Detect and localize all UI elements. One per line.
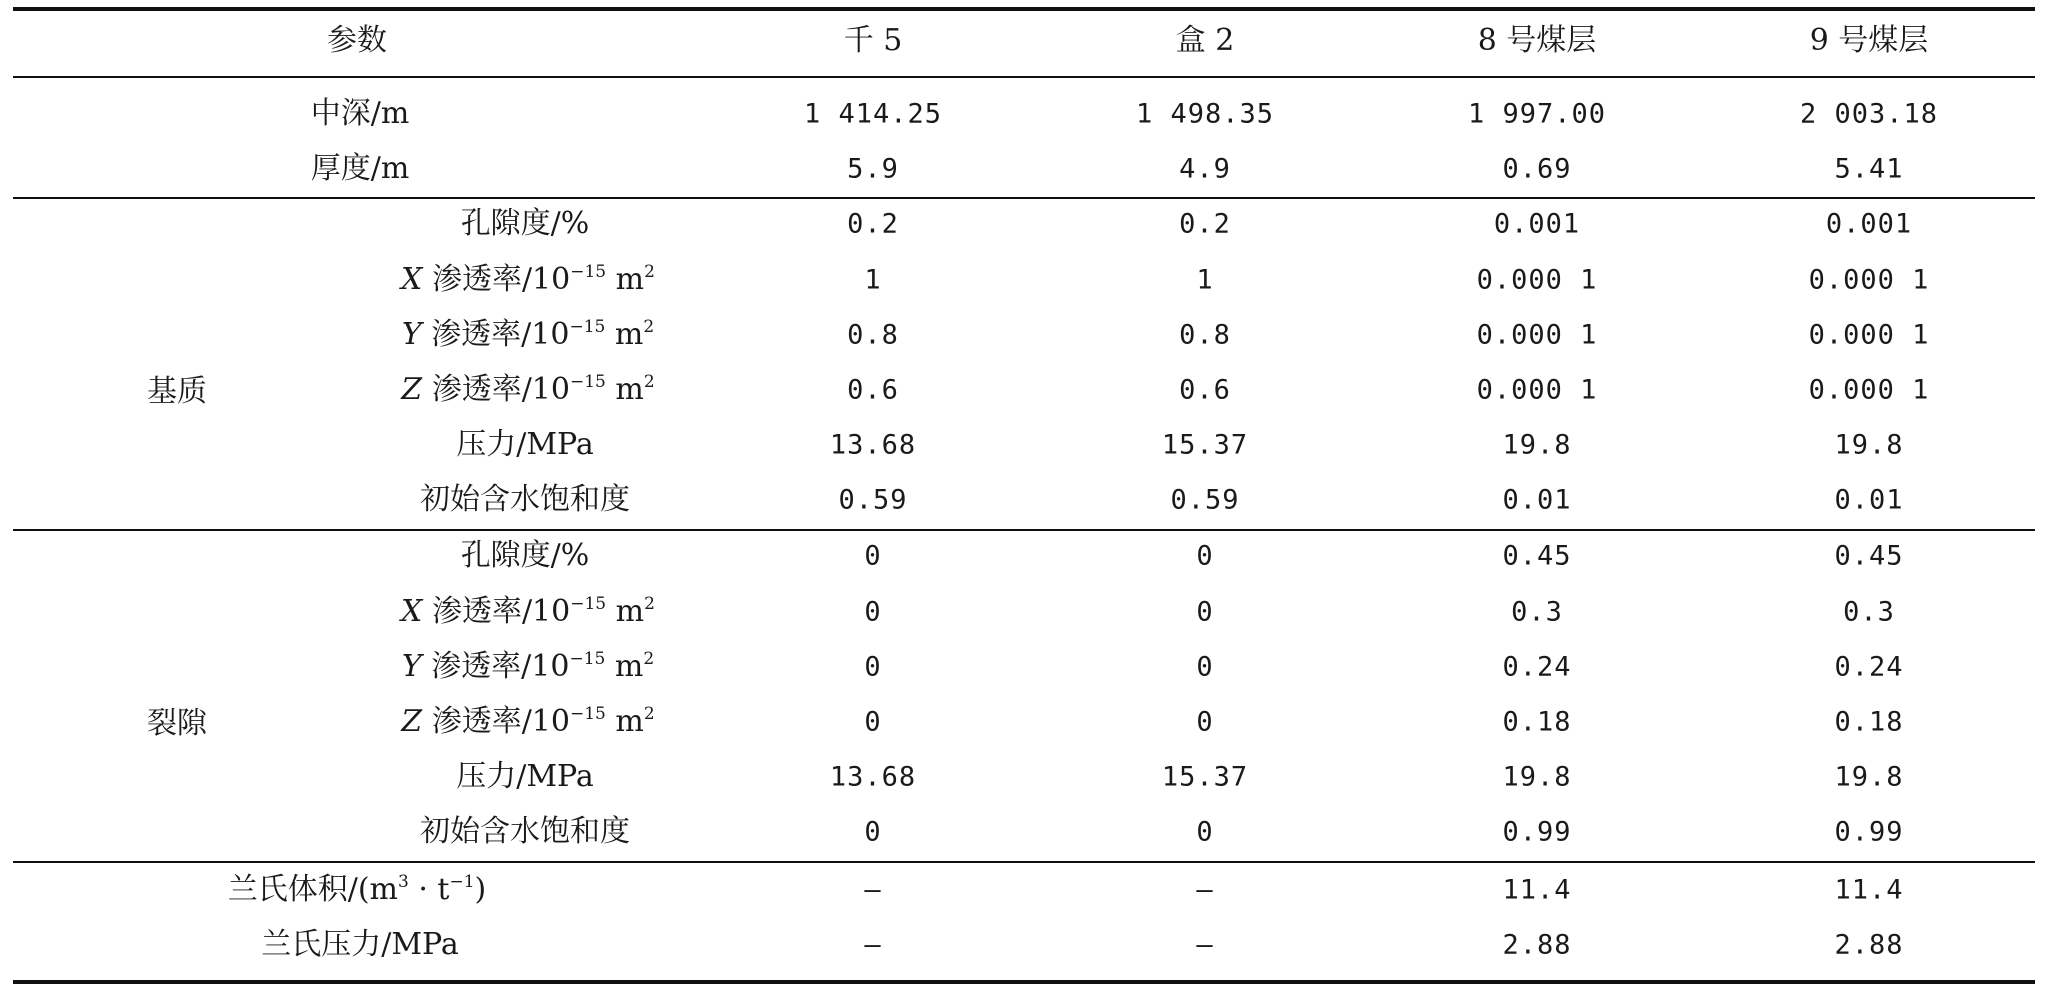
- unit-exponent: 2: [644, 594, 655, 614]
- depth-col-3: 1 997.00: [1467, 98, 1607, 130]
- matrix-perm-y-col-2: 0.8: [1179, 319, 1231, 351]
- fracture-porosity-col-2: 0: [1196, 540, 1214, 572]
- fracture-porosity-col-3: 0.45: [1502, 540, 1572, 572]
- unit: m: [605, 649, 644, 684]
- bottom-rule: [13, 980, 2035, 984]
- exponent: −15: [569, 649, 606, 669]
- unit: m: [606, 262, 645, 297]
- matrix-perm-z-col-1: 0.6: [847, 374, 899, 406]
- langmuir-volume-col-2: —: [1196, 874, 1214, 906]
- langmuir-pressure-col-2: —: [1196, 929, 1214, 961]
- matrix-water-sat-col-4: 0.01: [1834, 484, 1904, 516]
- fracture-water-sat-col-3: 0.99: [1502, 816, 1572, 848]
- fracture-water-sat-label: 初始含水饱和度: [420, 814, 630, 849]
- fracture-perm-z-col-1: 0: [864, 706, 882, 738]
- langmuir-pressure-col-4: 2.88: [1834, 929, 1904, 961]
- header-param: 参数: [327, 23, 387, 58]
- thickness-col-4: 5.41: [1834, 153, 1904, 185]
- label-text-end: ): [474, 872, 487, 907]
- thickness-col-2: 4.9: [1179, 153, 1231, 185]
- unit-exponent: 2: [643, 317, 655, 337]
- matrix-pressure-label: 压力/MPa: [456, 427, 594, 462]
- fracture-perm-z-col-3: 0.18: [1502, 706, 1572, 738]
- label-text: 渗透率/10: [421, 649, 570, 684]
- header-col-1: 千 5: [843, 23, 903, 58]
- group-label-fracture: 裂隙: [147, 706, 207, 741]
- matrix-perm-x-col-1: 1: [864, 264, 882, 296]
- matrix-water-sat-col-3: 0.01: [1502, 484, 1572, 516]
- row-label-depth: 中深/m: [310, 96, 410, 131]
- matrix-perm-z-col-2: 0.6: [1179, 374, 1231, 406]
- header-col-2: 盒 2: [1175, 23, 1235, 58]
- label-text: 渗透率/10: [422, 594, 571, 629]
- section-rule-3: [13, 861, 2035, 863]
- fracture-pressure-col-2: 15.37: [1161, 761, 1249, 793]
- top-rule: [13, 7, 2035, 11]
- depth-col-2: 1 498.35: [1135, 98, 1275, 130]
- matrix-porosity-col-1: 0.2: [847, 208, 899, 240]
- matrix-pressure-col-2: 15.37: [1161, 429, 1249, 461]
- depth-col-1: 1 414.25: [803, 98, 943, 130]
- matrix-water-sat-col-2: 0.59: [1170, 484, 1240, 516]
- fracture-perm-y-label: [401, 649, 655, 684]
- matrix-pressure-col-4: 19.8: [1834, 429, 1904, 461]
- header-col-4: 9 号煤层: [1809, 23, 1929, 58]
- axis-symbol: Z: [401, 372, 423, 407]
- matrix-perm-z-col-3: 0.000 1: [1476, 374, 1598, 406]
- matrix-water-sat-label: 初始含水饱和度: [420, 482, 630, 517]
- label-text: 渗透率/10: [422, 372, 570, 407]
- fracture-pressure-col-1: 13.68: [829, 761, 917, 793]
- matrix-water-sat-col-1: 0.59: [838, 484, 908, 516]
- exponent: −15: [569, 372, 606, 392]
- label-text: 渗透率/10: [421, 317, 570, 352]
- unit-exponent: 2: [643, 704, 655, 724]
- exponent: −15: [570, 262, 607, 282]
- langmuir-volume-col-1: —: [864, 874, 882, 906]
- fracture-perm-y-col-2: 0: [1196, 651, 1214, 683]
- section-rule-2: [13, 529, 2035, 531]
- fracture-perm-x-col-4: 0.3: [1843, 596, 1895, 628]
- axis-symbol: X: [401, 594, 423, 629]
- exponent: −15: [570, 594, 607, 614]
- langmuir-volume-col-3: 11.4: [1502, 874, 1572, 906]
- matrix-perm-x-label: [401, 262, 655, 297]
- fracture-perm-y-col-1: 0: [864, 651, 882, 683]
- fracture-perm-z-col-2: 0: [1196, 706, 1214, 738]
- fracture-pressure-col-3: 19.8: [1502, 761, 1572, 793]
- unit: m: [605, 317, 644, 352]
- header-rule: [13, 76, 2035, 78]
- matrix-pressure-col-1: 13.68: [829, 429, 917, 461]
- fracture-perm-y-col-4: 0.24: [1834, 651, 1904, 683]
- depth-col-4: 2 003.18: [1799, 98, 1939, 130]
- label-text: 渗透率/10: [422, 704, 570, 739]
- unit-exponent: 2: [644, 262, 655, 282]
- matrix-perm-z-col-4: 0.000 1: [1808, 374, 1930, 406]
- langmuir-pressure-col-1: —: [864, 929, 882, 961]
- fracture-perm-x-col-3: 0.3: [1511, 596, 1563, 628]
- exponent: −15: [569, 704, 606, 724]
- unit: m: [605, 372, 644, 407]
- fracture-perm-x-col-1: 0: [864, 596, 882, 628]
- matrix-perm-y-label: [401, 317, 655, 352]
- label-text: 渗透率/10: [422, 262, 571, 297]
- fracture-perm-z-label: [401, 704, 655, 739]
- fracture-water-sat-col-4: 0.99: [1834, 816, 1904, 848]
- fracture-pressure-col-4: 19.8: [1834, 761, 1904, 793]
- unit: m: [605, 704, 644, 739]
- fracture-porosity-col-4: 0.45: [1834, 540, 1904, 572]
- fracture-perm-x-label: [401, 594, 655, 629]
- langmuir-pressure-col-3: 2.88: [1502, 929, 1572, 961]
- matrix-perm-x-col-4: 0.000 1: [1808, 264, 1930, 296]
- exponent: −15: [569, 317, 606, 337]
- matrix-perm-x-col-3: 0.000 1: [1476, 264, 1598, 296]
- langmuir-pressure-label: 兰氏压力/MPa: [261, 927, 459, 962]
- matrix-perm-z-label: [401, 372, 655, 407]
- matrix-porosity-col-3: 0.001: [1493, 208, 1581, 240]
- matrix-pressure-col-3: 19.8: [1502, 429, 1572, 461]
- fracture-pressure-label: 压力/MPa: [456, 759, 594, 794]
- matrix-perm-y-col-3: 0.000 1: [1476, 319, 1598, 351]
- fracture-perm-z-col-4: 0.18: [1834, 706, 1904, 738]
- matrix-perm-x-col-2: 1: [1196, 264, 1214, 296]
- langmuir-volume-label: [227, 872, 487, 907]
- unit-exponent: 2: [643, 372, 655, 392]
- exponent: 3: [397, 872, 409, 892]
- matrix-perm-y-col-4: 0.000 1: [1808, 319, 1930, 351]
- fracture-water-sat-col-2: 0: [1196, 816, 1214, 848]
- axis-symbol: Y: [401, 317, 422, 352]
- fracture-porosity-label: 孔隙度/%: [460, 538, 590, 573]
- fracture-perm-x-col-2: 0: [1196, 596, 1214, 628]
- label-text: 兰氏体积/(m: [227, 872, 398, 907]
- matrix-perm-y-col-1: 0.8: [847, 319, 899, 351]
- fracture-perm-y-col-3: 0.24: [1502, 651, 1572, 683]
- matrix-porosity-col-4: 0.001: [1825, 208, 1913, 240]
- header-col-3: 8 号煤层: [1477, 23, 1597, 58]
- row-label-thickness: 厚度/m: [310, 151, 410, 186]
- axis-symbol: X: [401, 262, 423, 297]
- fracture-water-sat-col-1: 0: [864, 816, 882, 848]
- section-rule-1: [13, 197, 2035, 199]
- langmuir-volume-col-4: 11.4: [1834, 874, 1904, 906]
- axis-symbol: Z: [401, 704, 423, 739]
- axis-symbol: Y: [401, 649, 422, 684]
- unit: m: [606, 594, 645, 629]
- thickness-col-1: 5.9: [847, 153, 899, 185]
- matrix-porosity-label: 孔隙度/%: [460, 206, 590, 241]
- fracture-porosity-col-1: 0: [864, 540, 882, 572]
- exponent-2: −1: [449, 872, 475, 892]
- unit-exponent: 2: [643, 649, 655, 669]
- matrix-porosity-col-2: 0.2: [1179, 208, 1231, 240]
- thickness-col-3: 0.69: [1502, 153, 1572, 185]
- label-text-mid: · t: [408, 872, 450, 907]
- group-label-matrix: 基质: [147, 374, 207, 409]
